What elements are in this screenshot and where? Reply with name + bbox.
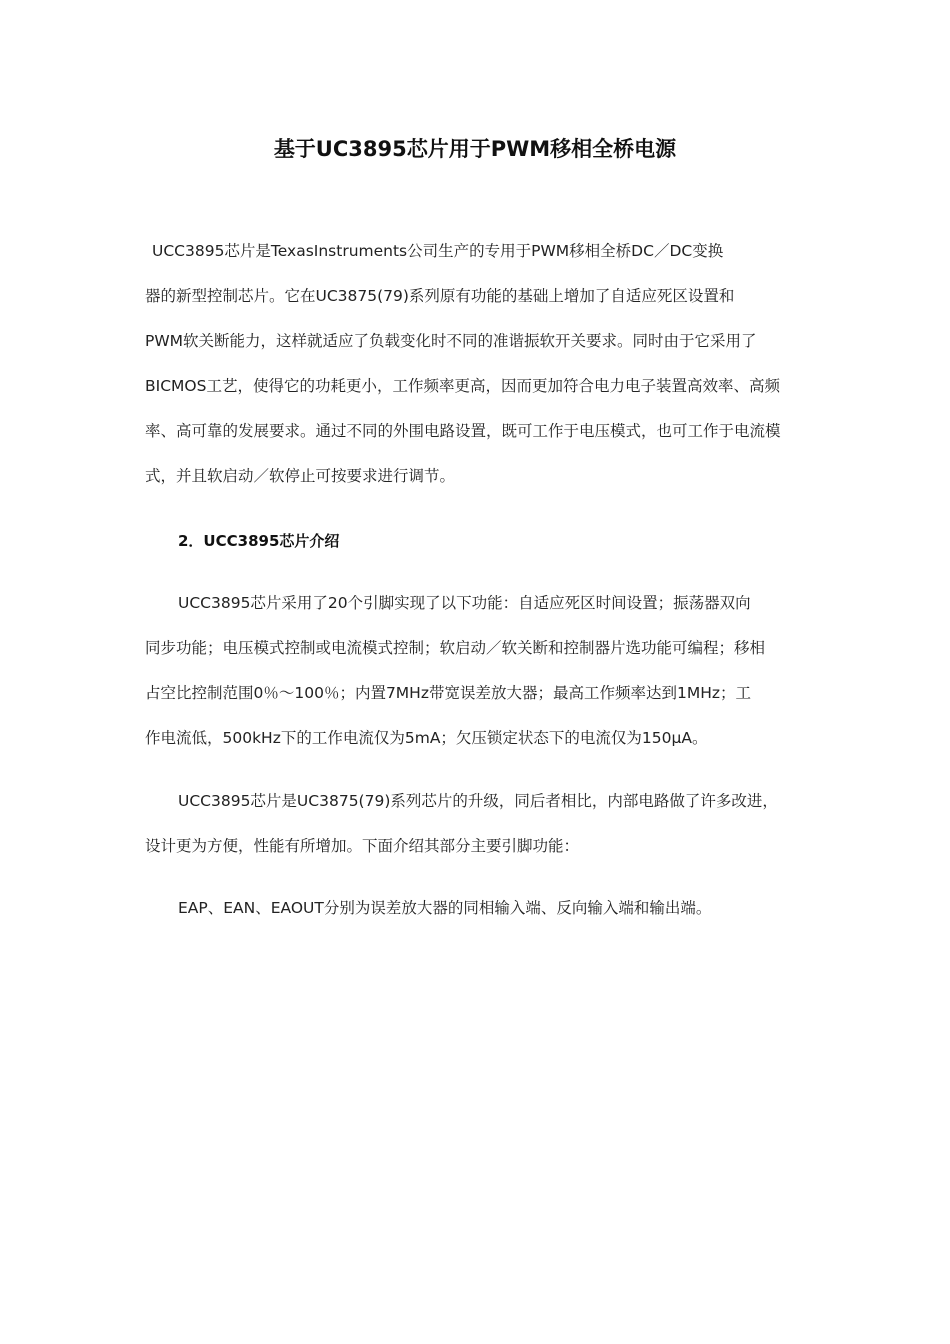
- paragraph-line: 作电流低，500kHz下的工作电流仅为5mA；欠压锁定状态下的电流仅为150μA。: [145, 729, 708, 747]
- paragraph-intro: [145, 229, 820, 499]
- paragraph-line: 率、高可靠的发展要求。通过不同的外围电路设置，既可工作于电压模式，也可工作于电流模: [145, 422, 781, 440]
- paragraph-pins: [145, 886, 820, 931]
- paragraph-line: BICMOS工艺，使得它的功耗更小，工作频率更高，因而更加符合电力电子装置高效率、高频: [145, 377, 780, 395]
- paragraph-line: 式，并且软启动／软停止可按要求进行调节。: [145, 467, 456, 485]
- paragraph-line: UCC3895芯片是UC3875(79)系列芯片的升级，同后者相比，内部电路做了许多改进，: [178, 792, 778, 810]
- paragraph-upgrade: [145, 779, 820, 869]
- paragraph-line: 器的新型控制芯片。它在UC3875(79)系列原有功能的基础上增加了自适应死区设置和: [145, 287, 735, 305]
- paragraph-line: EAP、EAN、EAOUT分别为误差放大器的同相输入端、反向输入端和输出端。: [178, 899, 712, 917]
- paragraph-line: 同步功能；电压模式控制或电流模式控制；软启动／软关断和控制器片选功能可编程；移相: [145, 639, 766, 657]
- paragraph-line: 占空比控制范围0％～100％；内置7MHz带宽误差放大器；最高工作频率达到1MHz；工: [145, 684, 752, 702]
- document-title: 基于UC3895芯片用于PWM移相全桥电源: [273, 137, 677, 161]
- paragraph-line: PWM软关断能力，这样就适应了负载变化时不同的准谐振软开关要求。同时由于它采用了: [145, 332, 757, 350]
- section-heading: 2．UCC3895芯片介绍: [178, 532, 340, 550]
- paragraph-line: 设计更为方便，性能有所增加。下面介绍其部分主要引脚功能：: [145, 837, 580, 855]
- paragraph-line: UCC3895芯片采用了20个引脚实现了以下功能：自适应死区时间设置；振荡器双向: [178, 594, 751, 612]
- paragraph-line: UCC3895芯片是TexasInstruments公司生产的专用于PWM移相全桥DC／DC变换: [152, 242, 724, 260]
- paragraph-features: [145, 581, 820, 761]
